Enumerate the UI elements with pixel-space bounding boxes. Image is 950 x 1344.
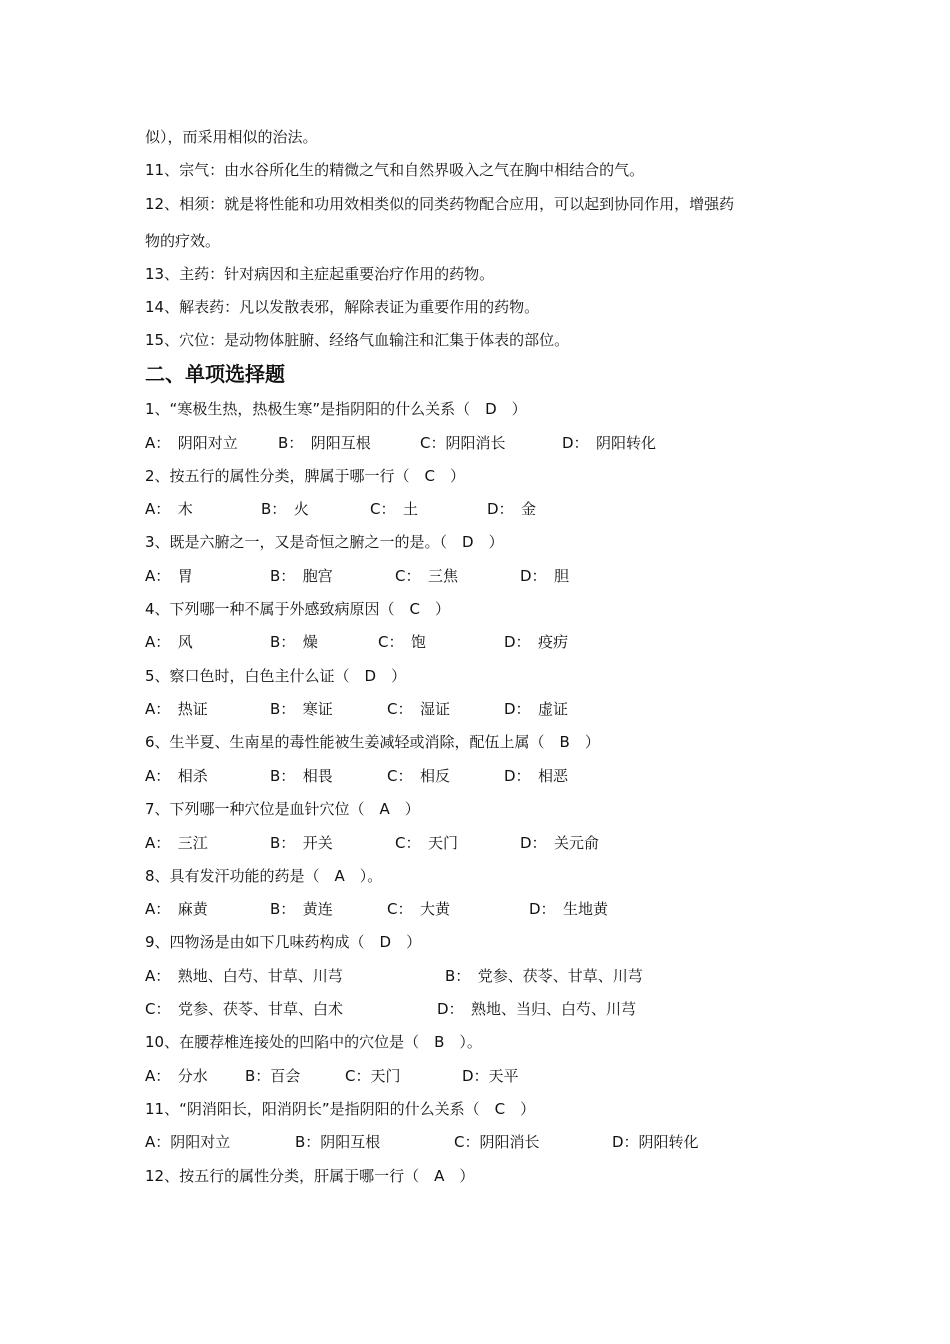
- q4-option-d: D： 疫疠: [504, 633, 569, 651]
- section-title: 二、单项选择题: [145, 362, 285, 386]
- q6-option-b: B： 相畏: [270, 767, 333, 785]
- q6-option-c: C： 相反: [387, 767, 450, 785]
- definition-line-2: 11、宗气：由水谷所化生的精微之气和自然界吸入之气在胸中相结合的气。: [145, 161, 645, 179]
- q2-option-d: D： 金: [487, 500, 537, 518]
- q1-option-a: A： 阴阳对立: [145, 434, 238, 452]
- q4-option-c: C： 饱: [378, 633, 426, 651]
- q10-option-d: D：天平: [462, 1067, 519, 1085]
- q10-option-b: B：百会: [245, 1067, 301, 1085]
- q7-option-d: D： 关元俞: [520, 834, 600, 852]
- q5-option-b: B： 寒证: [270, 700, 333, 718]
- q8-option-b: B： 黄连: [270, 900, 333, 918]
- q11-option-a: A：阴阳对立: [145, 1133, 231, 1151]
- q4-option-a: A： 风: [145, 633, 193, 651]
- q3-option-b: B： 胞宫: [270, 567, 333, 585]
- q5-option-d: D： 虚证: [504, 700, 569, 718]
- definition-line-6: 14、解表药：凡以发散表邪，解除表证为重要作用的药物。: [145, 298, 540, 316]
- definition-line-3: 12、相须：就是将性能和功用效相类似的同类药物配合应用，可以起到协同作用，增强药: [145, 195, 735, 213]
- q9-option-b: B： 党参、茯苓、甘草、川芎: [445, 967, 643, 985]
- definition-line-4: 物的疗效。: [145, 232, 221, 250]
- q2-option-c: C： 土: [370, 500, 418, 518]
- question-4: 4、下列哪一种不属于外感致病原因（ C ）: [145, 600, 451, 618]
- q11-option-c: C：阴阳消长: [454, 1133, 540, 1151]
- question-9: 9、四物汤是由如下几味药构成（ D ）: [145, 933, 422, 951]
- question-8: 8、具有发汗功能的药是（ A ）。: [145, 867, 383, 885]
- q3-option-a: A： 胃: [145, 567, 193, 585]
- q6-option-d: D： 相恶: [504, 767, 569, 785]
- q9-option-d: D： 熟地、当归、白芍、川芎: [437, 1000, 637, 1018]
- q7-option-c: C： 天门: [395, 834, 458, 852]
- question-6: 6、生半夏、生南星的毒性能被生姜减轻或消除，配伍上属（ B ）: [145, 733, 600, 751]
- q1-option-d: D： 阴阳转化: [562, 434, 657, 452]
- q3-option-d: D： 胆: [520, 567, 570, 585]
- q5-option-c: C： 湿证: [387, 700, 450, 718]
- question-11: 11、“阴消阳长，阳消阴长”是指阴阳的什么关系（ C ）: [145, 1100, 536, 1118]
- q2-option-b: B： 火: [261, 500, 309, 518]
- q4-option-b: B： 燥: [270, 633, 318, 651]
- q6-option-a: A： 相杀: [145, 767, 208, 785]
- q7-option-a: A： 三江: [145, 834, 208, 852]
- q10-option-a: A： 分水: [145, 1067, 208, 1085]
- question-7: 7、下列哪一种穴位是血针穴位（ A ）: [145, 800, 420, 818]
- question-5: 5、察口色时，白色主什么证（ D ）: [145, 667, 407, 685]
- q2-option-a: A： 木: [145, 500, 193, 518]
- question-1: 1、“寒极生热，热极生寒”是指阴阳的什么关系（ D ）: [145, 400, 527, 418]
- definition-line-5: 13、主药：针对病因和主症起重要治疗作用的药物。: [145, 265, 495, 283]
- q10-option-c: C：天门: [345, 1067, 401, 1085]
- q9-option-c: C： 党参、茯苓、甘草、白术: [145, 1000, 343, 1018]
- question-3: 3、既是六腑之一，又是奇恒之腑之一的是。（ D ）: [145, 533, 504, 551]
- definition-line-7: 15、穴位：是动物体脏腑、经络气血输注和汇集于体表的部位。: [145, 331, 570, 349]
- q8-option-c: C： 大黄: [387, 900, 450, 918]
- q1-option-c: C：阴阳消长: [420, 434, 506, 452]
- q3-option-c: C： 三焦: [395, 567, 458, 585]
- question-10: 10、在腰荐椎连接处的凹陷中的穴位是（ B ）。: [145, 1033, 482, 1051]
- q8-option-d: D： 生地黄: [529, 900, 609, 918]
- q1-option-b: B： 阴阳互根: [278, 434, 371, 452]
- question-2: 2、按五行的属性分类，脾属于哪一行（ C ）: [145, 467, 466, 485]
- question-12: 12、按五行的属性分类，肝属于哪一行（ A ）: [145, 1167, 475, 1185]
- q5-option-a: A： 热证: [145, 700, 208, 718]
- q11-option-b: B：阴阳互根: [295, 1133, 381, 1151]
- q11-option-d: D：阴阳转化: [612, 1133, 699, 1151]
- definition-line-1: 似），而采用相似的治法。: [145, 128, 318, 146]
- q8-option-a: A： 麻黄: [145, 900, 208, 918]
- q9-option-a: A： 熟地、白芍、甘草、川芎: [145, 967, 343, 985]
- q7-option-b: B： 开关: [270, 834, 333, 852]
